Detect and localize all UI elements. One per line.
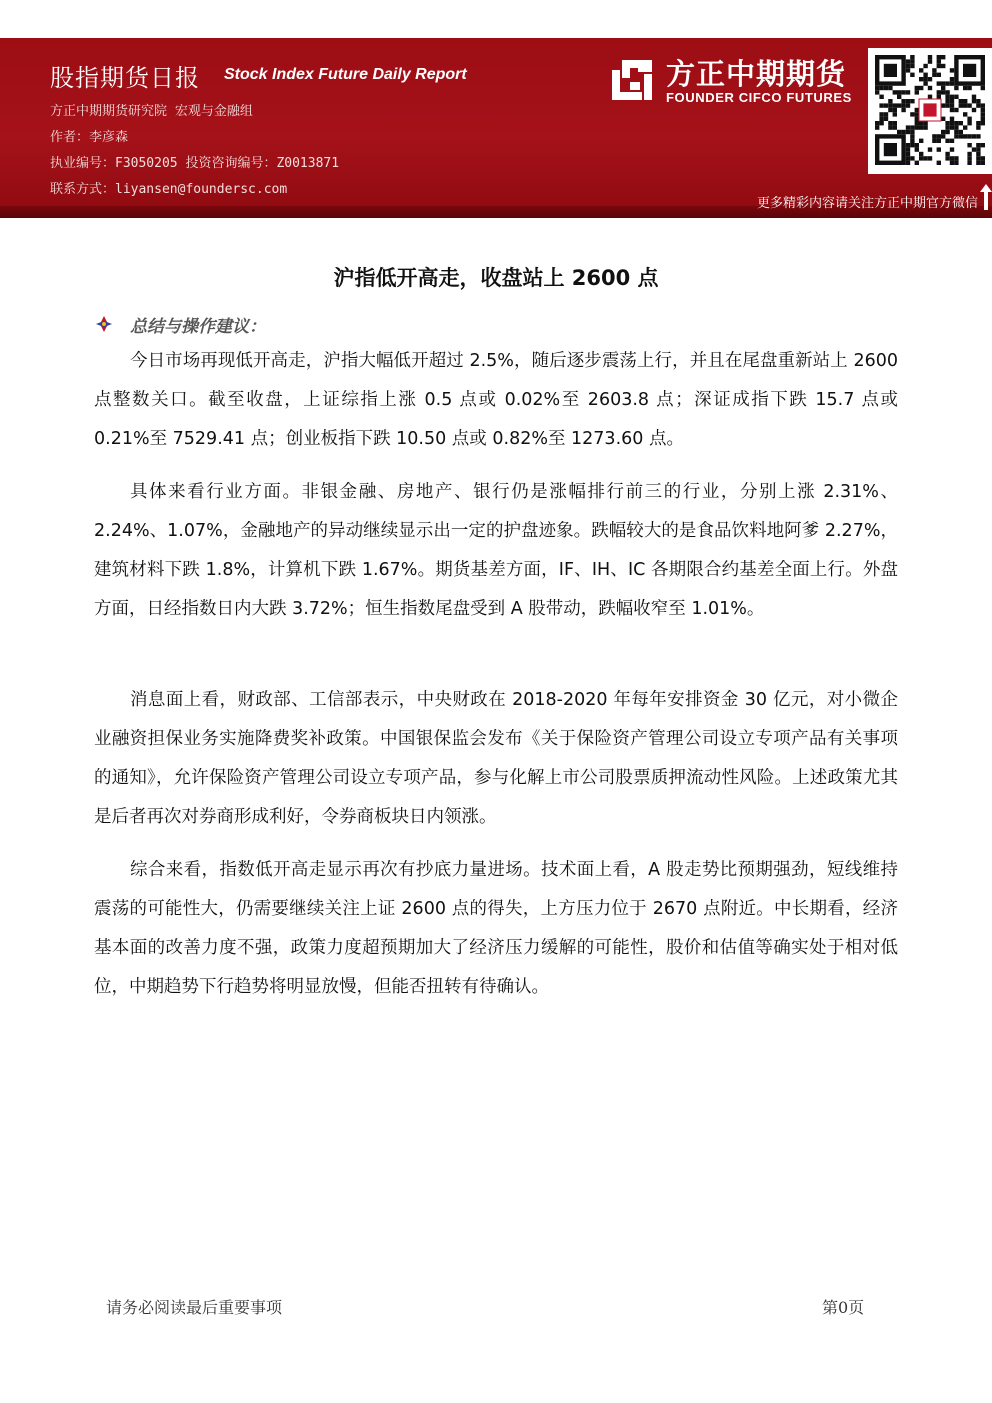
company-logo: [608, 54, 863, 108]
paragraph-outlook: 综合来看，指数低开高走显示再次有抄底力量进场。技术面上看，A 股走势比预期强劲，短线维持震荡的可能性大，仍需要继续关注上证 2600 点的得失，上方压力位于 2670 点附近。中长期看，经济基本面的改善力度不强，政策力度超预期加大了经济压力缓解的可能性，股价和估值等确实处于相对低位，中期趋势下行趋势将明显放慢，但能否扭转有待确认。: [94, 860, 898, 997]
paragraph-market-summary: 今日市场再现低开高走，沪指大幅低开超过 2.5%，随后逐步震荡上行，并且在尾盘重新站上 2600 点整数关口。截至收盘，上证综指上涨 0.5 点或 0.02%至 2603.8 点；深证成指下跌 15.7 点或 0.21%至 7529.41 点；创业板指下跌 10.50 点或 0.82%至 1273.60 点。: [94, 351, 898, 449]
author-line: 作者：李彦森: [50, 130, 129, 145]
qr-code: [868, 48, 992, 174]
qr-code-icon: [868, 48, 992, 174]
footer-notice: 请务必阅读最后重要事项: [106, 1298, 283, 1317]
page-number: 第0页: [822, 1298, 865, 1317]
paragraph-industry: 具体来看行业方面。非银金融、房地产、银行仍是涨幅排行前三的行业，分别上涨 2.31%、2.24%、1.07%，金融地产的异动继续显示出一定的护盘迹象。跌幅较大的是食品饮料地阿爹 2.27%，建筑材料下跌 1.8%，计算机下跌 1.67%。期货基差方面，IF、IH、IC 各期限合约基差全面上行。外盘方面，日经指数日内大跌 3.72%；恒生指数尾盘受到 A 股带动，跌幅收窄至 1.01%。: [94, 482, 898, 619]
logo-text-cn: 方正中期期货: [666, 57, 847, 91]
institute-line: 方正中期期货研究院 宏观与金融组: [50, 104, 253, 119]
diamond-bullet-icon: [94, 314, 114, 334]
report-subtitle: Stock Index Future Daily Report: [224, 66, 467, 83]
wechat-note: 更多精彩内容请关注方正中期官方微信: [756, 196, 978, 211]
license-line: 执业编号：F3050205 投资咨询编号：Z0013871: [50, 156, 340, 171]
report-title: 股指期货日报: [50, 64, 200, 92]
logo-text-en: FOUNDER CIFCO FUTURES: [666, 90, 852, 105]
paragraph-news: 消息面上看，财政部、工信部表示，中央财政在 2018-2020 年每年安排资金 30 亿元，对小微企业融资担保业务实施降费奖补政策。中国银保监会发布《关于保险资产管理公司设立专项产品有关事项的通知》，允许保险资产管理公司设立专项产品，参与化解上市公司股票质押流动性风险。上述政策尤其是后者再次对券商形成利好，令券商板块日内领涨。: [94, 690, 898, 827]
logo-mark-icon: [608, 56, 656, 104]
arrow-up-icon: [980, 184, 992, 210]
section-label: 总结与操作建议：: [130, 317, 266, 337]
contact-line: 联系方式：liyansen@foundersc.com: [50, 182, 288, 197]
document-title: 沪指低开高走，收盘站上 2600 点: [333, 266, 659, 290]
